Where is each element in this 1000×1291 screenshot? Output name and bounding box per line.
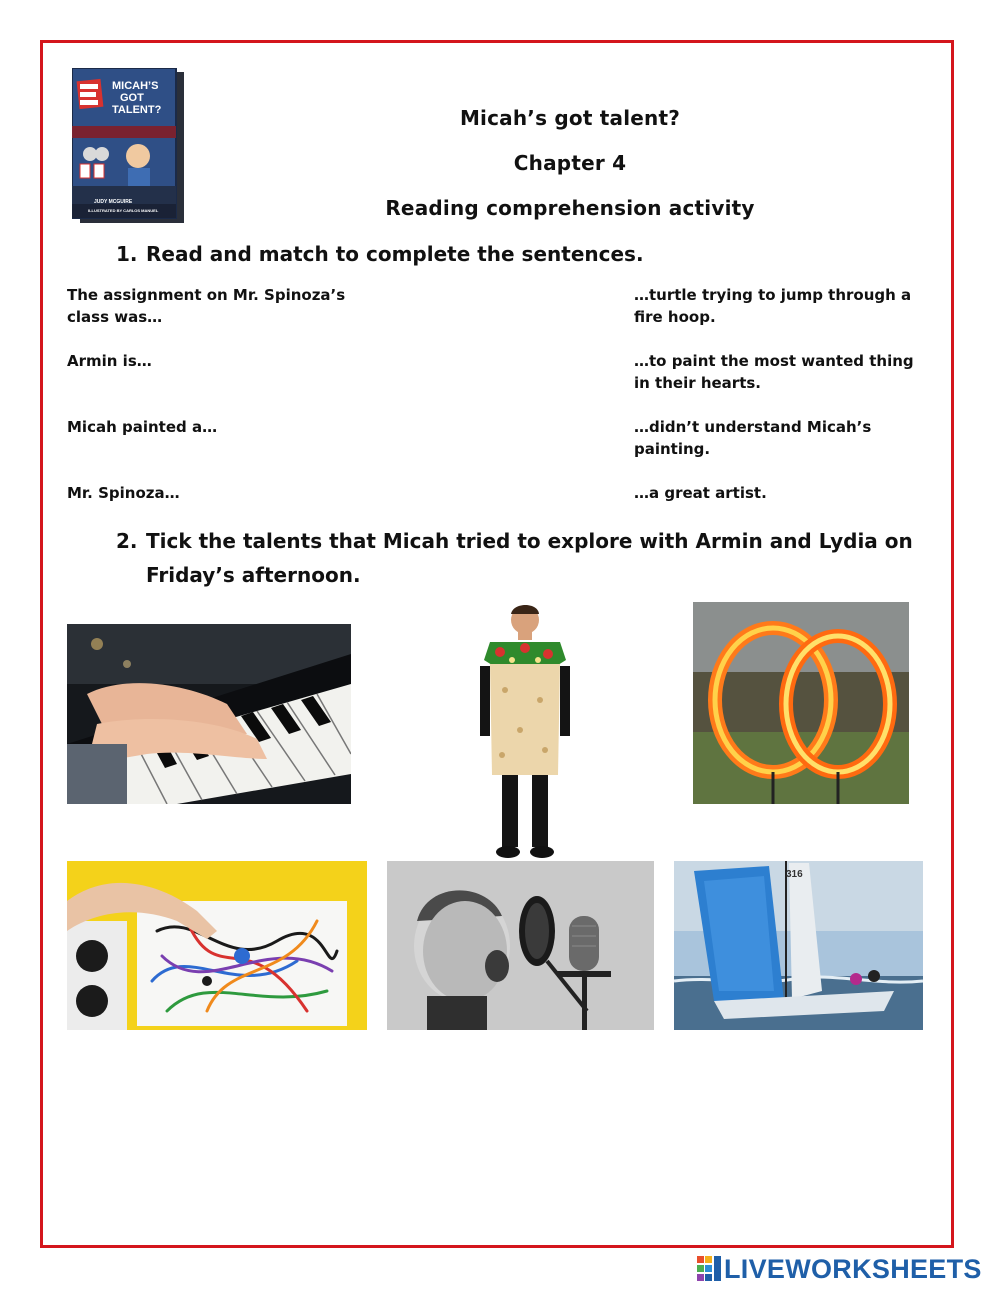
cover-illustrator: ILLUSTRATED BY CARLOS MANUEL [88, 208, 159, 213]
sail-number: 316 [786, 869, 803, 880]
match-right-item[interactable]: …to paint the most wanted thing in their hearts. [634, 352, 914, 392]
splatter-painting-photo[interactable] [67, 861, 367, 1030]
book-cover-image [72, 68, 184, 223]
match-right-item[interactable]: …turtle trying to jump through a fire hoop. [634, 286, 912, 326]
sailing-photo[interactable] [674, 861, 923, 1030]
match-right-item[interactable]: …a great artist. [634, 484, 767, 502]
cover-author: JUDY MCGUIRE [94, 199, 133, 205]
question-2-prompt-line1: Tick the talents that Micah tried to explore with Armin and Lydia on [146, 529, 913, 553]
chapter-heading: Chapter 4 [513, 151, 627, 175]
match-left-item[interactable]: Armin is… [67, 352, 152, 370]
cover-title-line1: MICAH’S [112, 80, 159, 92]
singing-boy-photo[interactable] [387, 861, 654, 1030]
liveworksheets-logo-icon [697, 1256, 721, 1282]
match-left-item[interactable]: Mr. Spinoza… [67, 484, 180, 502]
piano-photo[interactable] [67, 624, 351, 804]
cover-title-line3: TALENT? [112, 104, 162, 116]
question-2-heading [116, 524, 913, 592]
page-title: Micah’s got talent? [459, 106, 681, 130]
match-left-item[interactable]: The assignment on Mr. Spinoza’s class was… [67, 286, 346, 326]
question-1-heading [116, 237, 644, 271]
cover-title-line2: GOT [120, 92, 144, 104]
question-1-number: 1. [116, 242, 138, 266]
fire-hoops-photo[interactable] [693, 602, 909, 804]
activity-heading: Reading comprehension activity [385, 196, 755, 220]
match-right-item[interactable]: …didn’t understand Micah’s painting. [634, 418, 872, 458]
match-left-item[interactable]: Micah painted a… [67, 418, 218, 436]
question-1-prompt: Read and match to complete the sentences. [146, 242, 644, 266]
question-2-number: 2. [116, 529, 138, 553]
question-2-prompt-line2: Friday’s afternoon. [146, 563, 361, 587]
liveworksheets-logo-text: LIVEWORKSHEETS [724, 1253, 982, 1284]
burrito-costume-photo[interactable] [480, 600, 570, 862]
liveworksheets-logo [697, 1254, 982, 1284]
